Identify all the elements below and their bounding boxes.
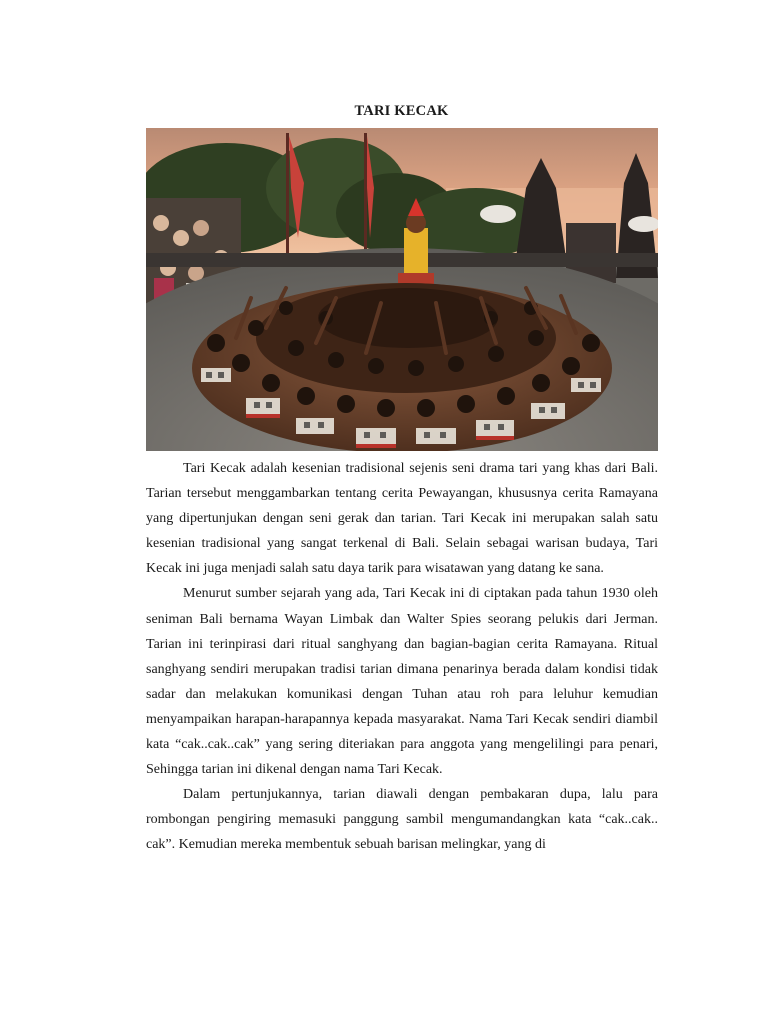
paragraph-2: Menurut sumber sejarah yang ada, Tari Kecak ini di ciptakan pada tahun 1930 oleh seniman Bali bernama Wayan Limbak dan Walter Spies seorang pelukis dari Jerman. Tarian ini terinpirasi dari ritual sanghyang dan bagian-bagian cerita Ramayana. Ritual sanghyang sendiri merupakan tradisi tarian dimana penarinya berada dalam kondisi tidak sadar dan melakukan komunikasi dengan Tuhan atau roh para leluhur kemudian menyampaikan harapan-harapannya kepada masyarakat. Nama Tari Kecak sendiri diambil kata “cak..cak..cak” yang sering diteriakan para anggota yang mengelilingi para penari, Sehingga tarian ini dikenal dengan nama Tari Kecak. — [146, 586, 658, 778]
article-body — [146, 456, 658, 858]
paragraph-3: Dalam pertunjukannya, tarian diawali dengan pembakaran dupa, lalu para rombongan pengiring memasuki panggung sambil mengumandangkan kata “cak..cak.. cak”. Kemudian mereka membentuk sebuah barisan melingkar, yang di — [146, 787, 658, 853]
paragraph-1: Tari Kecak adalah kesenian tradisional sejenis seni drama tari yang khas dari Bali. Tarian tersebut menggambarkan tentang cerita Pewayangan, khususnya cerita Ramayana yang dipertunjukan dengan seni gerak dan tarian. Tari Kecak ini merupakan salah satu kesenian tradisional yang sangat terkenal di Bali. Selain sebagai warisan budaya, Tari Kecak ini juga menjadi salah satu daya tarik para wisatawan yang datang ke sana. — [146, 461, 658, 577]
kecak-dance-photo — [146, 128, 658, 451]
page-title: TARI KECAK — [354, 103, 449, 119]
photo-illustration — [146, 128, 658, 451]
